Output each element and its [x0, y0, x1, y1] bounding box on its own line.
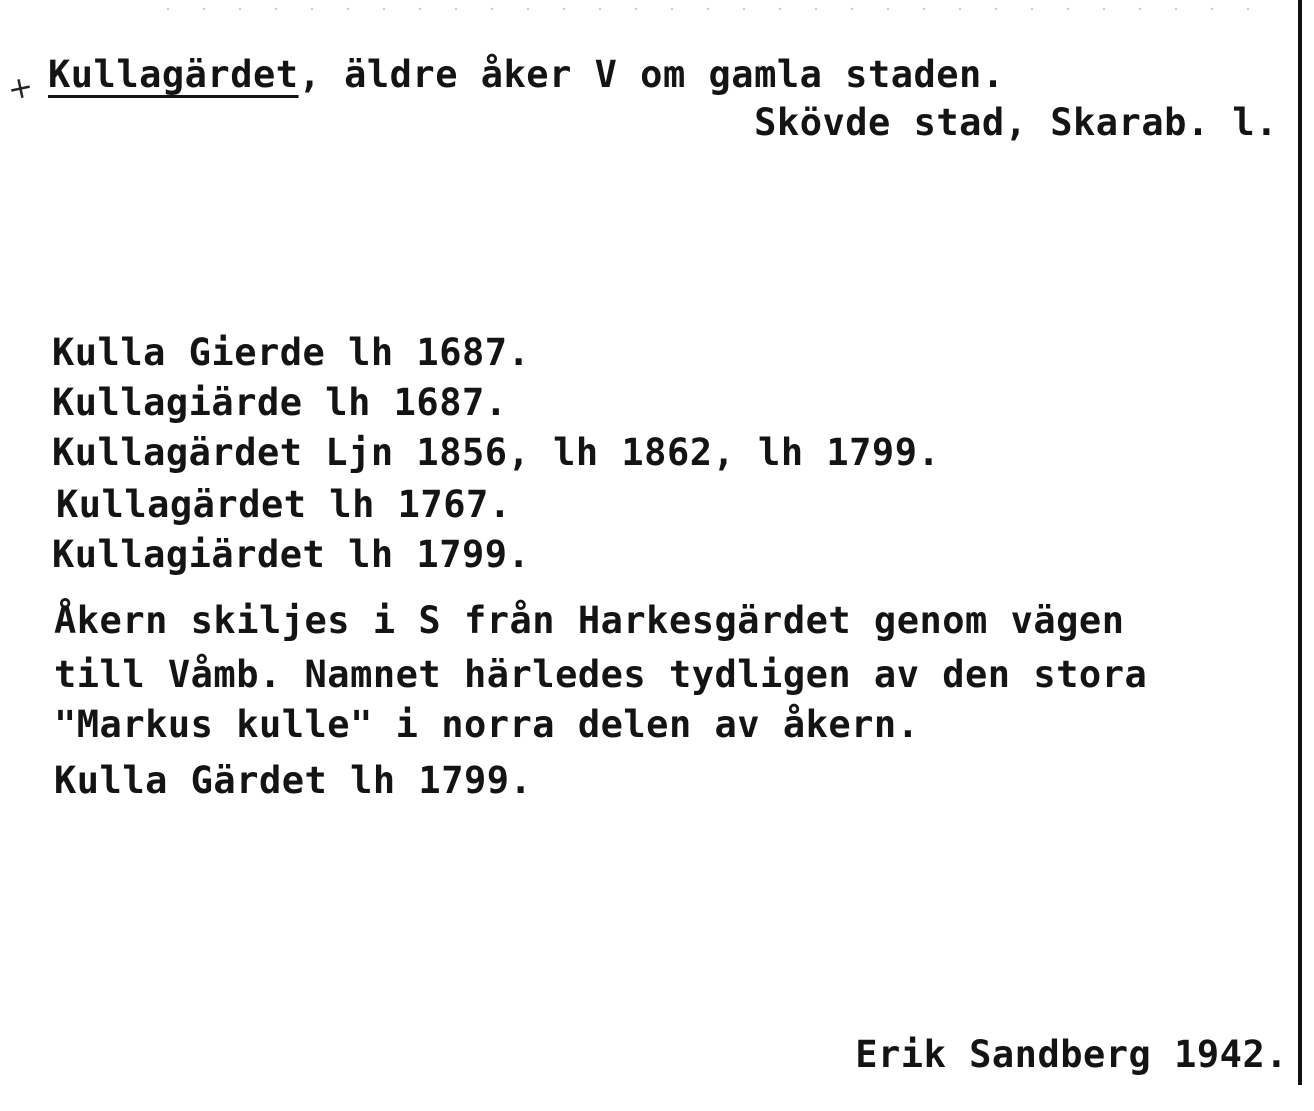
historical-form: Kulla Gärdet lh 1799. — [54, 759, 533, 802]
location: Skövde stad, Skarab. l. — [754, 101, 1278, 144]
historical-form: Kullagiärdet lh 1799. — [52, 533, 531, 576]
title-line — [48, 52, 1005, 98]
historical-form: Kulla Gierde lh 1687. — [52, 331, 531, 374]
headword: Kullagärdet — [48, 53, 299, 96]
note-line: "Markus kulle" i norra delen av åkern. — [54, 703, 920, 746]
card-right-edge — [1298, 0, 1302, 1085]
scan-specks — [150, 6, 1270, 12]
note-line: till Våmb. Namnet härledes tydligen av den stora — [54, 653, 1148, 696]
handwritten-mark: + — [4, 68, 37, 109]
signature: Erik Sandberg 1942. — [855, 1033, 1288, 1076]
historical-form: Kullagärdet lh 1767. — [56, 483, 512, 526]
historical-form: Kullagiärde lh 1687. — [52, 381, 508, 424]
headword-description: , äldre åker V om gamla staden. — [298, 53, 1005, 96]
historical-form: Kullagärdet Ljn 1856, lh 1862, lh 1799. — [52, 431, 941, 474]
note-line: Åkern skiljes i S från Harkesgärdet genom vägen — [54, 599, 1125, 642]
